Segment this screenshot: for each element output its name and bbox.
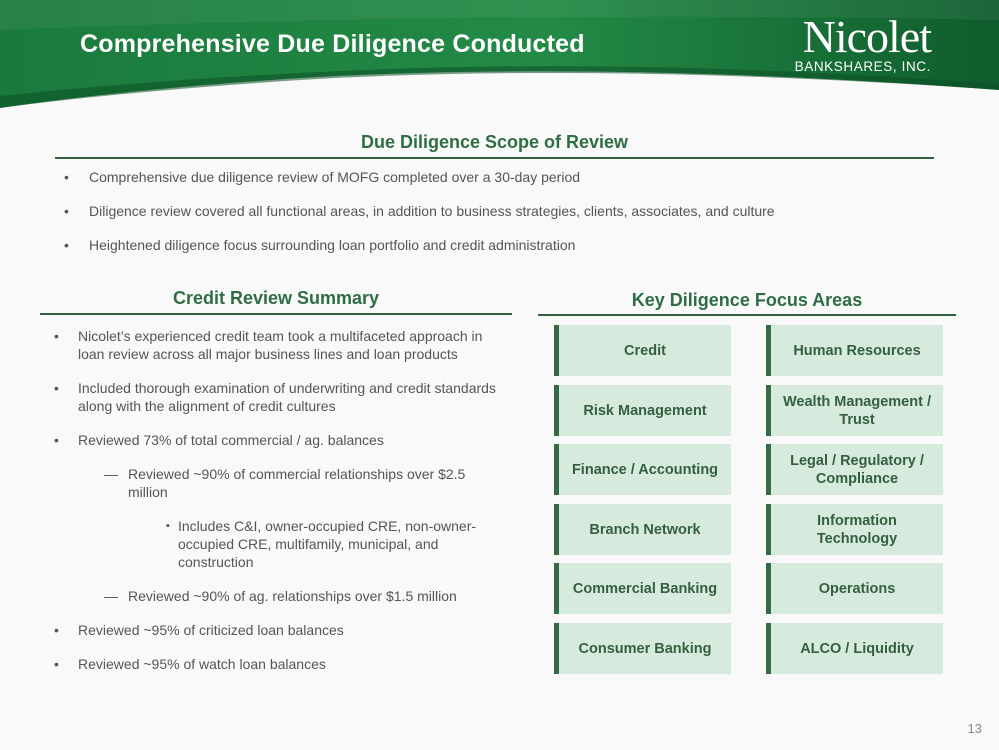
- credit-sub-bullet: — Reviewed ~90% of commercial relationships over $2.5 million: [54, 465, 504, 501]
- page-title: Comprehensive Due Diligence Conducted: [80, 30, 585, 58]
- focus-areas-divider: [538, 314, 956, 316]
- logo-subtitle: BANKSHARES, INC.: [794, 59, 931, 74]
- scope-bullet-list: [64, 166, 934, 268]
- scope-bullet: • Comprehensive due diligence review of MOFG completed over a 30-day period: [64, 166, 934, 200]
- focus-area-box: Risk Management: [554, 385, 731, 436]
- page-number: 13: [967, 721, 982, 736]
- focus-area-box: ALCO / Liquidity: [766, 623, 943, 674]
- credit-bullet: • Nicolet’s experienced credit team took a multifaceted approach in loan review across all major business lines and loan products: [54, 327, 504, 363]
- credit-bullet: • Included thorough examination of underwriting and credit standards along with the alignment of credit cultures: [54, 379, 504, 415]
- focus-areas-title: Key Diligence Focus Areas: [631, 290, 863, 310]
- focus-area-box: Branch Network: [554, 504, 731, 555]
- credit-review-title: Credit Review Summary: [172, 288, 380, 308]
- focus-area-box: Commercial Banking: [554, 563, 731, 614]
- credit-sub-sub-bullet: ▪ Includes C&I, owner-occupied CRE, non-owner-occupied CRE, multifamily, municipal, and construction: [54, 517, 504, 571]
- logo-name: Nicolet: [802, 11, 931, 62]
- scope-title: Due Diligence Scope of Review: [360, 132, 629, 152]
- scope-divider: [55, 157, 934, 159]
- scope-bullet: • Diligence review covered all functional areas, in addition to business strategies, clients, associates, and culture: [64, 200, 934, 234]
- credit-review-list: [54, 327, 504, 673]
- focus-area-box: Human Resources: [766, 325, 943, 376]
- credit-bullet: • Reviewed 73% of total commercial / ag. balances: [54, 431, 504, 449]
- credit-review-divider: [40, 313, 512, 315]
- focus-area-box: Legal / Regulatory / Compliance: [766, 444, 943, 495]
- focus-area-box: Finance / Accounting: [554, 444, 731, 495]
- credit-sub-bullet: — Reviewed ~90% of ag. relationships over $1.5 million: [54, 587, 504, 605]
- credit-bullet: • Reviewed ~95% of watch loan balances: [54, 655, 504, 673]
- company-logo: [771, 11, 931, 74]
- focus-area-box: Credit: [554, 325, 731, 376]
- slide-header: [0, 0, 999, 110]
- credit-bullet: • Reviewed ~95% of criticized loan balances: [54, 621, 504, 639]
- scope-bullet: • Heightened diligence focus surrounding loan portfolio and credit administration: [64, 234, 934, 268]
- focus-area-box: Wealth Management / Trust: [766, 385, 943, 436]
- focus-area-box: Operations: [766, 563, 943, 614]
- focus-area-box: Information Technology: [766, 504, 943, 555]
- focus-area-box: Consumer Banking: [554, 623, 731, 674]
